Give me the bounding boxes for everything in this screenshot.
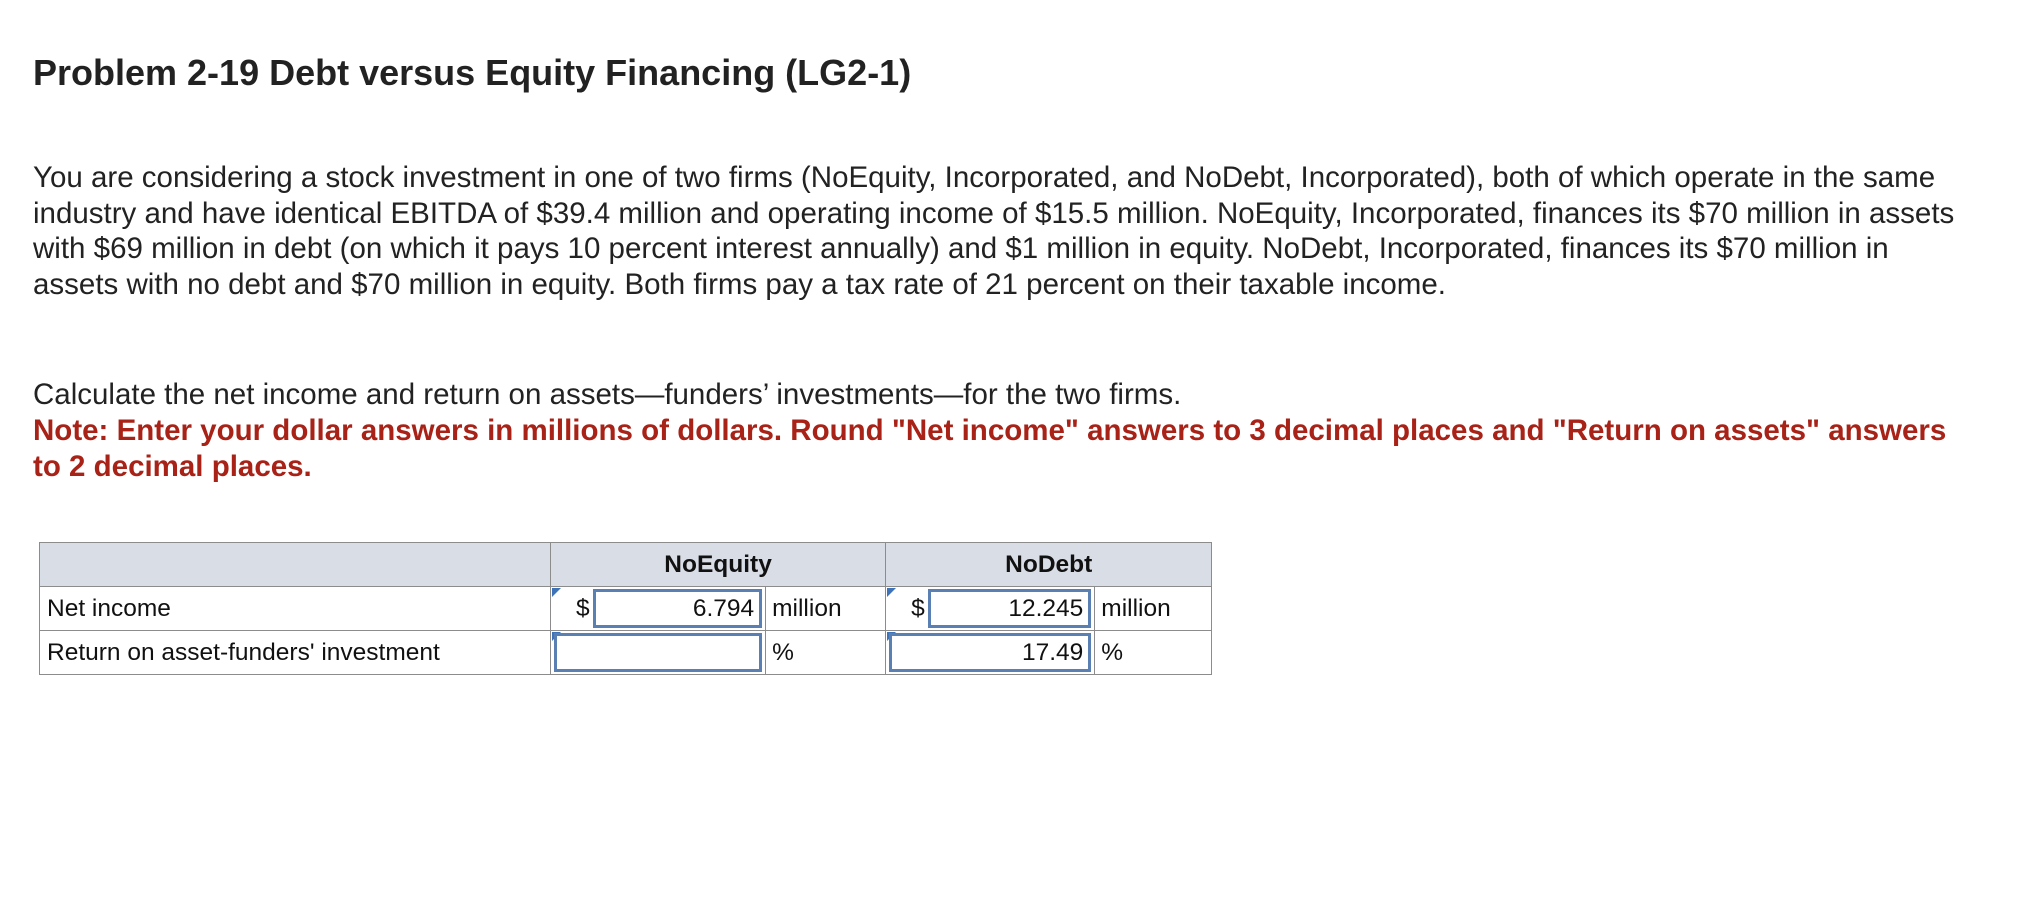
unit-million: million <box>766 587 886 631</box>
row-label-net-income: Net income <box>40 587 551 631</box>
noequity-net-income-cell <box>590 587 766 631</box>
nodebt-net-income-input[interactable]: 12.245 <box>928 589 1092 628</box>
nodebt-roa-input[interactable]: 17.49 <box>889 633 1091 672</box>
unit-million: million <box>1095 587 1212 631</box>
noequity-net-income-input[interactable]: 6.794 <box>593 589 763 628</box>
row-label-return-on-assets: Return on asset-funders' investment <box>40 631 551 675</box>
header-nodebt: NoDebt <box>886 543 1212 587</box>
nodebt-net-income-cell <box>925 587 1095 631</box>
problem-intro: You are considering a stock investment in one of two firms (NoEquity, Incorporated, and NoDebt, Incorporated), both of which operate in the same industry and have identical EBITDA of $39.4 million and operating income of $15.5 million. NoEquity, Incorporated, finances its $70 million in assets with $69 million in debt (on which it pays 10 percent interest annually) and $1 million in equity. NoDebt, Incorporated, finances its $70 million in assets with no debt and $70 million in equity. Both firms pay a tax rate of 21 percent on their taxable income. <box>33 161 1955 301</box>
dollar-sign: $ <box>911 594 925 622</box>
noequity-roa-cell <box>551 631 766 675</box>
table-header-row <box>40 543 1212 587</box>
dollar-sign: $ <box>576 594 590 622</box>
header-label <box>40 543 551 587</box>
table-row-net-income <box>40 587 1212 631</box>
header-noequity: NoEquity <box>551 543 886 587</box>
problem-instruction: Calculate the net income and return on assets—funders’ investments—for the two firms. <box>33 378 1182 411</box>
answer-table <box>39 542 1212 675</box>
nodebt-net-income-dollar-cell <box>886 587 925 631</box>
table-row-return-on-assets <box>40 631 1212 675</box>
flag-icon <box>552 588 561 604</box>
noequity-roa-input[interactable] <box>554 633 762 672</box>
nodebt-roa-cell <box>886 631 1095 675</box>
unit-percent: % <box>1095 631 1212 675</box>
rounding-note: Note: Enter your dollar answers in millions of dollars. Round "Net income" answers to 3 decimal places and "Return on assets" answers to 2 decimal places. <box>33 414 1947 483</box>
problem-title: Problem 2-19 Debt versus Equity Financing (LG2-1) <box>33 52 912 93</box>
flag-icon <box>887 588 896 604</box>
noequity-net-income-dollar-cell <box>551 587 590 631</box>
unit-percent: % <box>766 631 886 675</box>
